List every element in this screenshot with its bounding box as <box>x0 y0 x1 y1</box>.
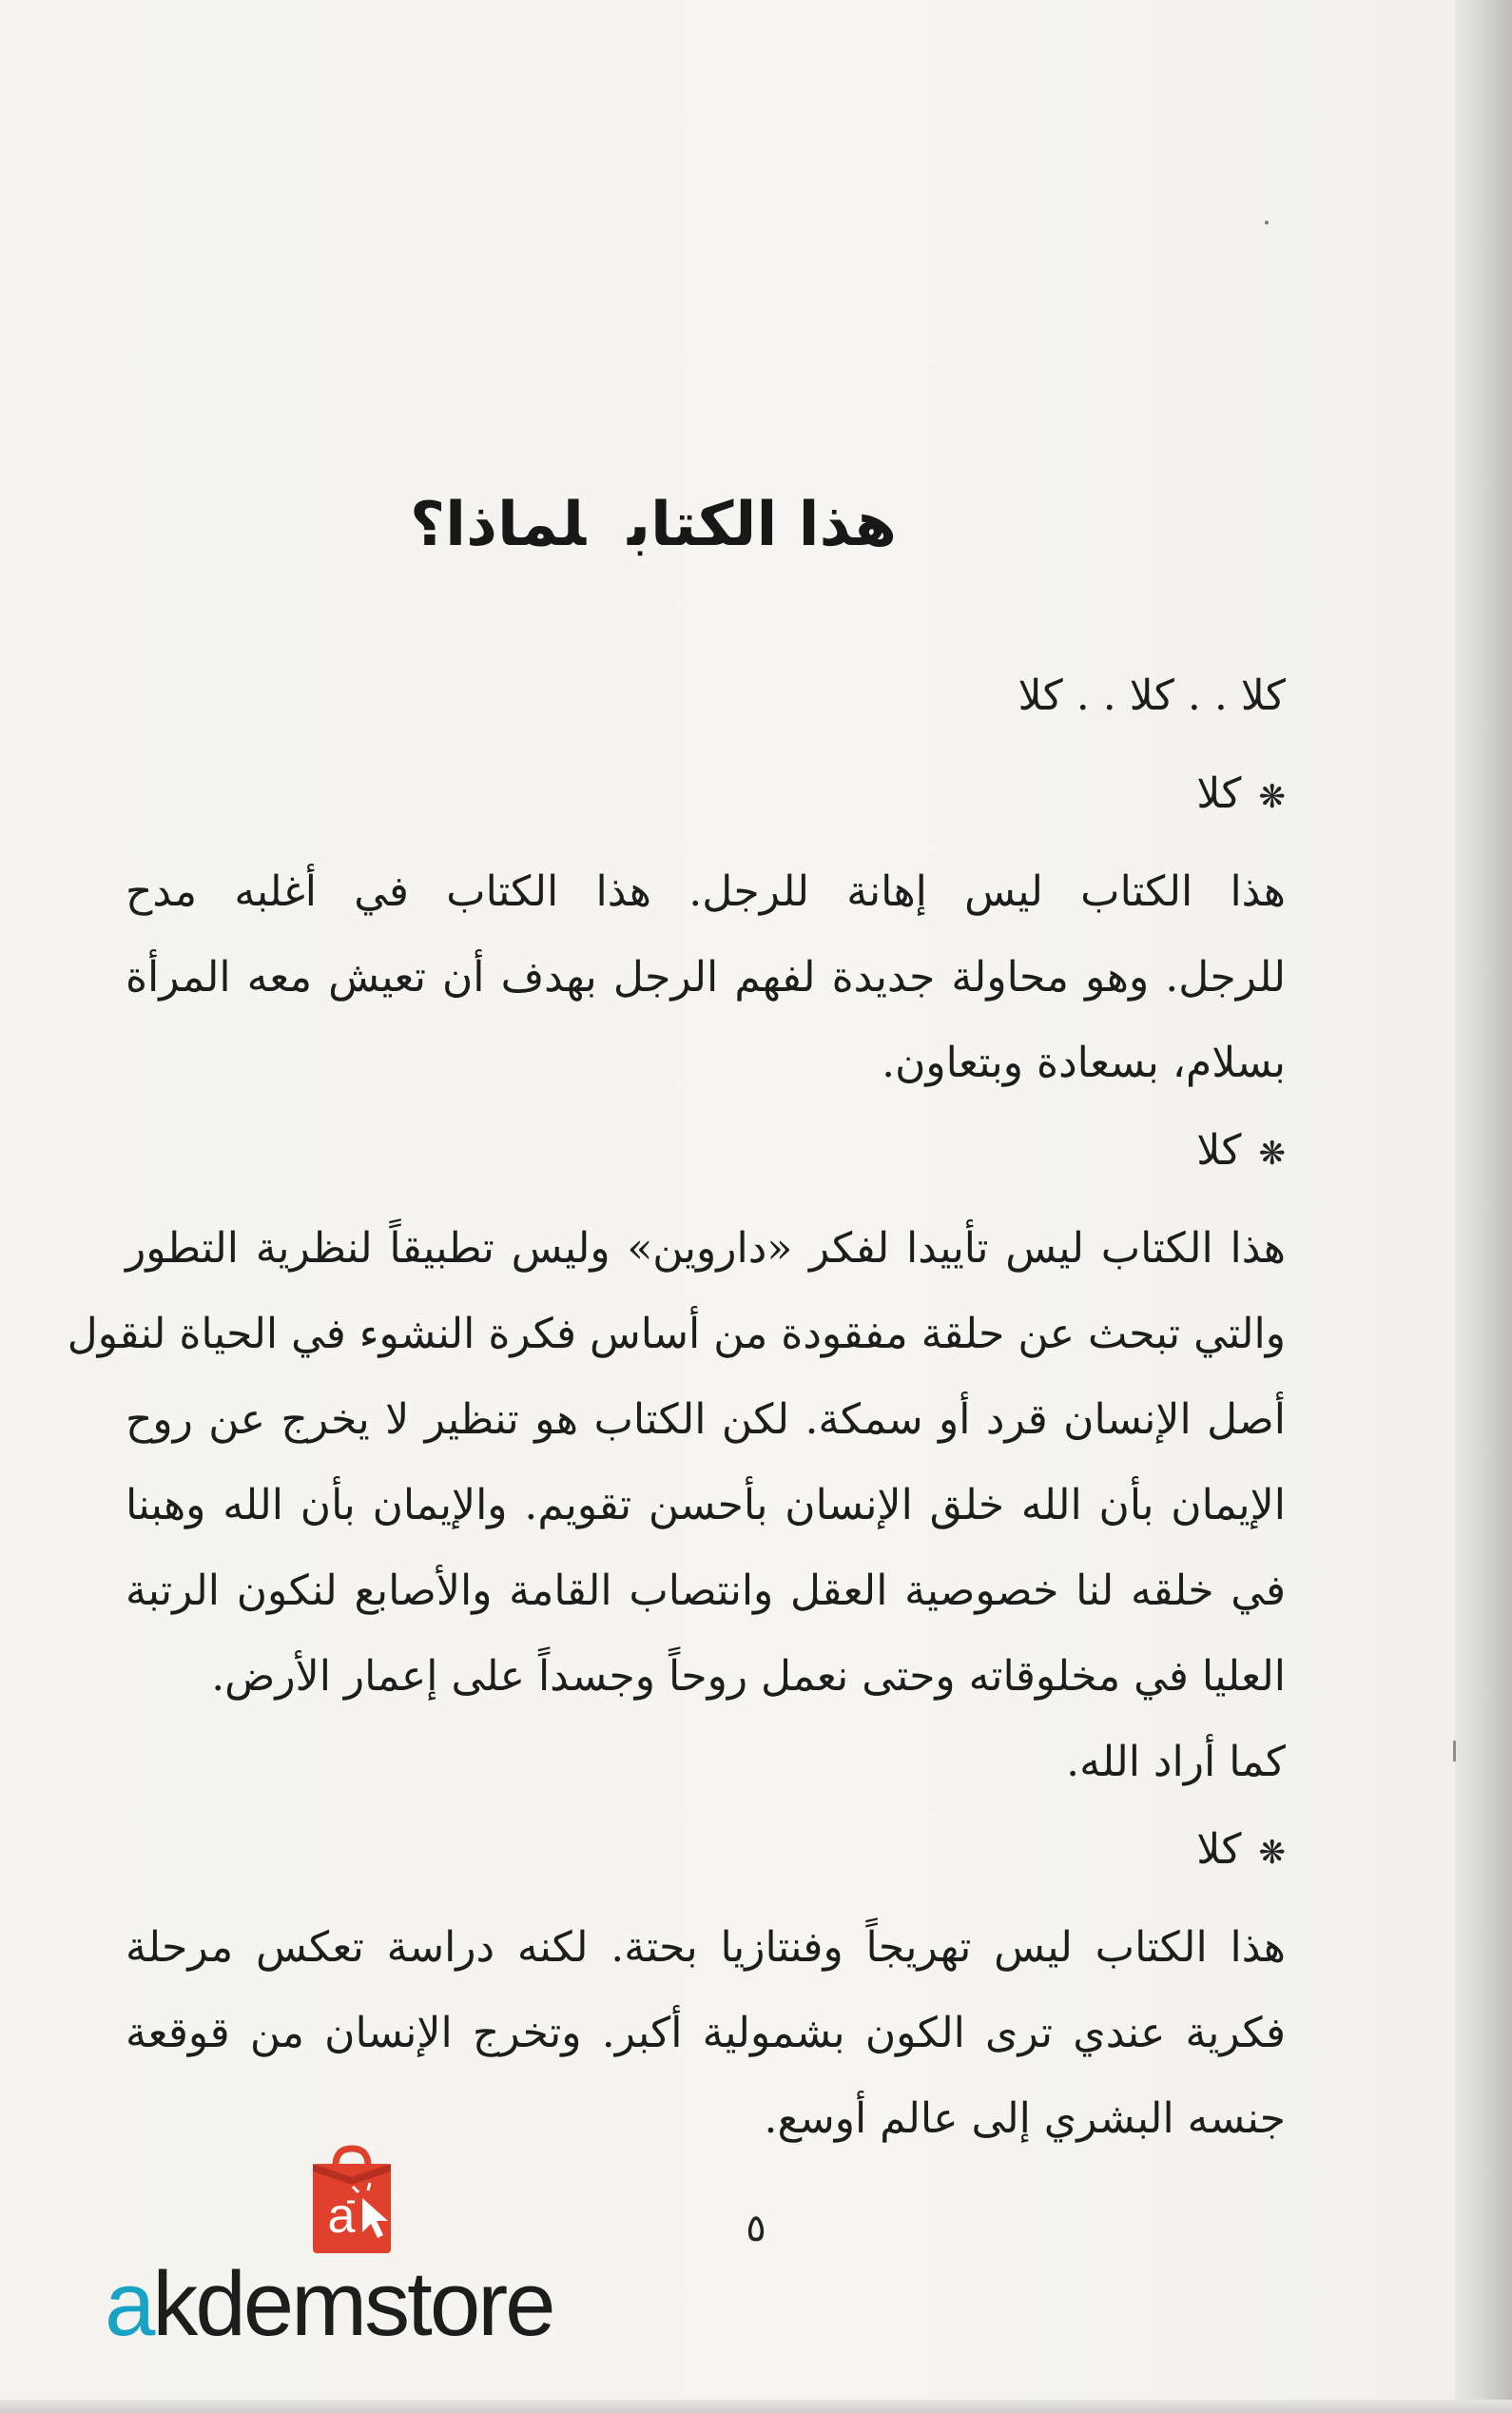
asterisk-icon: ❋ <box>1258 1834 1286 1872</box>
paragraph-line: هذا الكتاب ليس تأييدا لفكر «داروين» وليس تطبيقاً لنظرية التطور <box>126 1224 1286 1273</box>
logo-letter: a <box>327 2189 356 2244</box>
section-heading <box>1196 1122 1286 1182</box>
intro-line: كلا . . كلا . . كلا <box>1018 671 1286 720</box>
watermark-text-accent: a <box>105 2253 153 2355</box>
paragraph-line: والتي تبحث عن حلقة مفقودة من أساس فكرة النشوء في الحياة لنقول <box>67 1310 1286 1358</box>
paragraph-line: جنسه البشري إلى عالم أوسع. <box>764 2094 1286 2143</box>
asterisk-icon: ❋ <box>1258 778 1286 816</box>
paragraph-line: للرجل. وهو محاولة جديدة لفهم الرجل بهدف أن تعيش معه المرأة <box>126 953 1286 1002</box>
section-heading-text: كلا <box>1196 1126 1242 1175</box>
paragraph-line: في خلقه لنا خصوصية العقل وانتصاب القامة والأصابع لنكون الرتبة <box>126 1567 1286 1615</box>
section-heading <box>1196 1821 1286 1881</box>
watermark-text-rest: kdemstore <box>152 2253 553 2355</box>
page-content <box>67 0 1362 2413</box>
section-heading-text: كلا <box>1196 769 1242 818</box>
asterisk-icon: ❋ <box>1258 1135 1286 1173</box>
page-title <box>126 490 1181 560</box>
paragraph-line: هذا الكتاب ليس إهانة للرجل. هذا الكتاب في أغلبه مدح <box>126 867 1286 916</box>
title-part-2: لماذا؟ <box>410 490 587 560</box>
paragraph-line: الإيمان بأن الله خلق الإنسان بأحسن تقويم. والإيمان بأن الله وهبنا <box>126 1481 1286 1529</box>
section-heading-text: كلا <box>1196 1825 1242 1874</box>
paragraph-line: أصل الإنسان قرد أو سمكة. لكن الكتاب هو تنظير لا يخرج عن روح <box>126 1395 1286 1444</box>
scan-artifact <box>1453 1741 1456 1761</box>
section-heading <box>1196 766 1286 826</box>
book-spine-shadow <box>1455 0 1512 2413</box>
paragraph-line: كما أراد الله. <box>1066 1738 1286 1786</box>
title-part-1: هذا الكتاب <box>628 490 897 560</box>
paragraph-line: العليا في مخلوقاته وحتى نعمل روحاً وجسداً على إعمار الأرض. <box>211 1652 1286 1701</box>
watermark-text <box>105 2253 553 2355</box>
shopping-bag-icon <box>300 2145 404 2259</box>
paragraph-line: بسلام، بسعادة وبتعاون. <box>882 1039 1286 1087</box>
paragraph-line: فكرية عندي ترى الكون بشمولية أكبر. وتخرج الإنسان من قوقعة <box>126 2009 1286 2057</box>
paragraph-line: هذا الكتاب ليس تهريجاً وفنتازيا بحتة. لكنه دراسة تعكس مرحلة <box>126 1923 1286 1972</box>
page-number: ٥ <box>746 2207 766 2250</box>
watermark-logo <box>105 2145 599 2354</box>
